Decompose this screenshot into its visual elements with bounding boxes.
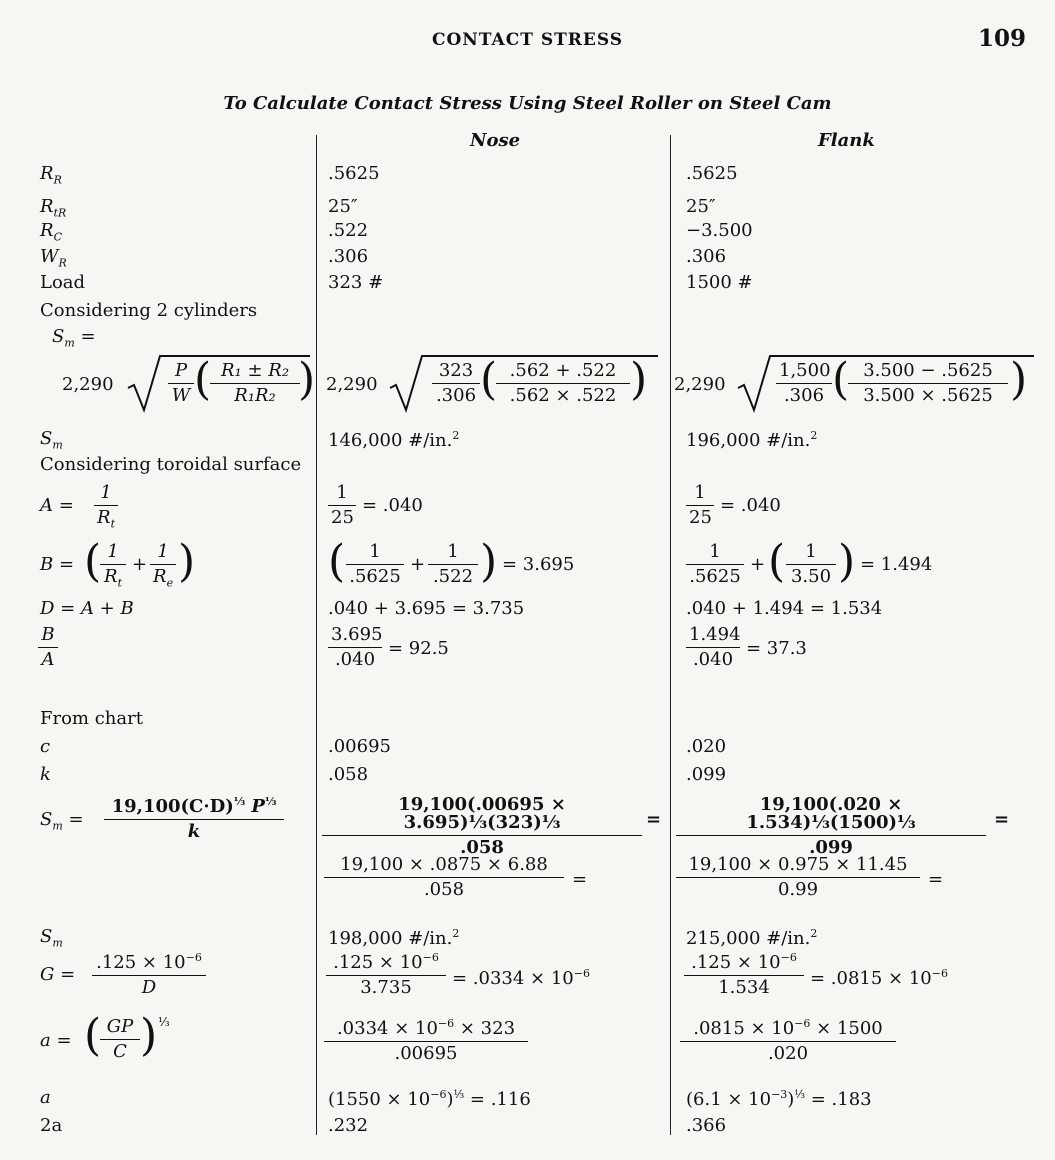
page-number: 109 (978, 25, 1027, 52)
nose-b-plus: + (410, 554, 426, 575)
flank-k: .099 (686, 764, 727, 785)
section-cylinders: Considering 2 cylinders (40, 300, 258, 321)
nose-a-value: $(1550 \times 10^{-6})^{\frac{1}{3}} = .116$ (328, 1088, 531, 1110)
nose-sm2-fraction: $\frac{\text{19,100(.00695 × 3.695)⅓(323)⅓}}{.058}$ (322, 796, 642, 857)
nose-wr: .306 (328, 246, 369, 267)
nose-c: .00695 (328, 736, 391, 757)
nose-a2-fraction: $\frac{.0334 \times 10^{-6} \times 323}{.00695}$ (324, 1018, 528, 1063)
flank-sm2-fraction-2: $\frac{19,100 \times 0.975 \times 11.45}{0.99}$ (676, 856, 920, 899)
b-fraction-2: $\frac{1}{R_e}$ (150, 543, 176, 589)
column-divider-1 (316, 135, 317, 1135)
flank-b-fraction-2: $\frac{1}{3.50}$ (786, 543, 836, 586)
nose-b-paren-left: ( (328, 536, 346, 587)
nose-b-paren-right: ) (480, 536, 498, 587)
a2-paren-right: ) (140, 1010, 158, 1061)
b-paren-right: ) (178, 536, 196, 587)
flank-radius-fraction: $\frac{3.500 - .5625}{3.500 \times .5625}$ (848, 362, 1008, 405)
flank-d-result: .040 + 1.494 = 1.534 (686, 598, 883, 619)
label-c: c (40, 736, 51, 757)
nose-a-result: = .040 (362, 495, 423, 516)
a-lhs: A = (40, 495, 74, 516)
label-2a: 2a (40, 1115, 63, 1136)
formula-p-over-w: $\frac{P}{W}$ (168, 362, 194, 405)
ba-fraction: $\frac{B}{A}$ (38, 626, 58, 669)
flank-b-paren-right: ) (838, 536, 856, 587)
running-header: CONTACT STRESS (431, 30, 624, 50)
column-divider-2 (670, 135, 671, 1135)
a-fraction: $\frac{1}{R_t}$ (94, 484, 118, 530)
paren-right: ) (298, 354, 316, 405)
formula-radius-fraction: $\frac{\text{R₁ ± R₂}}{\text{R₁R₂}}$ (210, 362, 300, 405)
nose-ba-result: = 92.5 (388, 638, 449, 659)
section-from-chart: From chart (40, 708, 143, 729)
flank-rr: .5625 (686, 163, 738, 184)
a2-paren-left: ( (84, 1010, 102, 1061)
g-fraction: $\frac{.125 \times 10^{-6}}{D}$ (92, 952, 206, 997)
table-title: To Calculate Contact Stress Using Steel Roller on Steel Cam (223, 93, 832, 114)
nose-b-result: = 3.695 (502, 554, 575, 575)
nose-paren-right: ) (630, 354, 648, 405)
b-paren-left: ( (84, 536, 102, 587)
flank-ba-fraction: $\frac{1.494}{.040}$ (686, 626, 740, 669)
nose-sm-2: 198,000 #/in.$^2$ (328, 927, 460, 949)
flank-b-paren-left: ( (768, 536, 786, 587)
nose-b-fraction-1: $\frac{1}{.5625}$ (346, 543, 404, 586)
flank-load: 1500 # (686, 272, 753, 293)
b-fraction-1: $\frac{1}{R_t}$ (100, 543, 126, 589)
nose-sm2-equals-2: = (572, 869, 588, 890)
label-rr: $R_R$ (40, 163, 62, 187)
flank-a-fraction: $\frac{1}{25}$ (686, 484, 714, 527)
flank-g-fraction: $\frac{.125 \times 10^{-6}}{1.534}$ (684, 952, 804, 997)
flank-sm2-equals-2: = (928, 869, 944, 890)
nose-d-result: .040 + 3.695 = 3.735 (328, 598, 525, 619)
flank-wr: .306 (686, 246, 727, 267)
d-lhs: D = A + B (40, 598, 134, 619)
paren-left: ( (194, 354, 212, 405)
flank-rtr: 25″ (686, 196, 716, 217)
nose-sm2-equals: = (646, 809, 662, 830)
nose-ba-fraction: $\frac{3.695}{.040}$ (328, 626, 382, 669)
nose-radius-fraction: $\frac{.562 + .522}{.562 \times .522}$ (496, 362, 630, 405)
flank-a2-fraction: $\frac{.0815 \times 10^{-6} \times 1500}{.020}$ (680, 1018, 896, 1063)
nose-rtr: 25″ (328, 196, 358, 217)
a2-fraction: $\frac{GP}{C}$ (100, 1018, 140, 1061)
section-toroidal: Considering toroidal surface (40, 454, 302, 475)
flank-2a-value: .366 (686, 1115, 727, 1136)
column-header-flank: Flank (818, 130, 875, 151)
flank-a-value: $(6.1 \times 10^{-3})^{\frac{1}{3}} = .183$ (686, 1088, 872, 1110)
flank-paren-left: ( (832, 354, 850, 405)
flank-a-result: = .040 (720, 495, 781, 516)
label-load: Load (40, 272, 86, 293)
nose-b-fraction-2: $\frac{1}{.522}$ (428, 543, 478, 586)
nose-sm-1: 146,000 #/in.$^2$ (328, 429, 460, 451)
flank-b-fraction-1: $\frac{1}{.5625}$ (686, 543, 744, 586)
nose-rc: .522 (328, 220, 369, 241)
label-rc: $R_C$ (40, 220, 62, 244)
label-a: a (40, 1087, 51, 1108)
nose-paren-left: ( (480, 354, 498, 405)
flank-c: .020 (686, 736, 727, 757)
label-sm-2: $S_m$ (40, 926, 63, 950)
label-sm-1: $S_m$ (40, 428, 63, 452)
label-rtr: $R_{tR}$ (40, 196, 67, 220)
nose-rr: .5625 (328, 163, 380, 184)
nose-k: .058 (328, 764, 369, 785)
flank-b-result: = 1.494 (860, 554, 933, 575)
flank-g-result: = $.0815 \times 10^{-6}$ (810, 967, 948, 989)
sm-equals-label: $S_m$ = (52, 326, 96, 350)
a2-exponent: ⅓ (158, 1015, 170, 1029)
flank-sm-1: 196,000 #/in.$^2$ (686, 429, 818, 451)
b-lhs: B = (40, 554, 75, 575)
flank-sm-2: 215,000 #/in.$^2$ (686, 927, 818, 949)
nose-formula-coef: 2,290 (326, 374, 378, 395)
flank-sm2-fraction: $\frac{\text{19,100(.020 × 1.534)⅓(1500)⅓}}{.099}$ (676, 796, 986, 857)
nose-load: 323 # (328, 272, 384, 293)
flank-b-plus: + (750, 554, 766, 575)
column-header-nose: Nose (470, 130, 521, 151)
a2-lhs: a = (40, 1030, 72, 1051)
flank-formula-coef: 2,290 (674, 374, 726, 395)
flank-paren-right: ) (1010, 354, 1028, 405)
flank-sm2-equals: = (994, 809, 1010, 830)
b-plus: + (132, 554, 148, 575)
g-lhs: G = (40, 964, 76, 985)
formula-coef: 2,290 (62, 374, 114, 395)
flank-ba-result: = 37.3 (746, 638, 807, 659)
sm2-fraction: $\frac{19,100(C\cdot D)^{\frac{1}{3}} P^{\frac{1}{3}}}{k}$ (104, 796, 284, 841)
nose-p-over-w: $\frac{323}{.306}$ (432, 362, 480, 405)
nose-g-fraction: $\frac{.125 \times 10^{-6}}{3.735}$ (326, 952, 446, 997)
label-wr: $W_R$ (40, 246, 67, 270)
nose-sm2-fraction-2: $\frac{19,100 \times .0875 \times 6.88}{.058}$ (324, 856, 564, 899)
nose-a-fraction: $\frac{1}{25}$ (328, 484, 356, 527)
nose-g-result: = $.0334 \times 10^{-6}$ (452, 967, 590, 989)
nose-2a-value: .232 (328, 1115, 369, 1136)
sm2-lhs: $S_m$ = (40, 809, 84, 833)
flank-rc: −3.500 (686, 220, 753, 241)
flank-p-over-w: $\frac{1,500}{.306}$ (776, 362, 832, 405)
label-k: k (40, 764, 51, 785)
